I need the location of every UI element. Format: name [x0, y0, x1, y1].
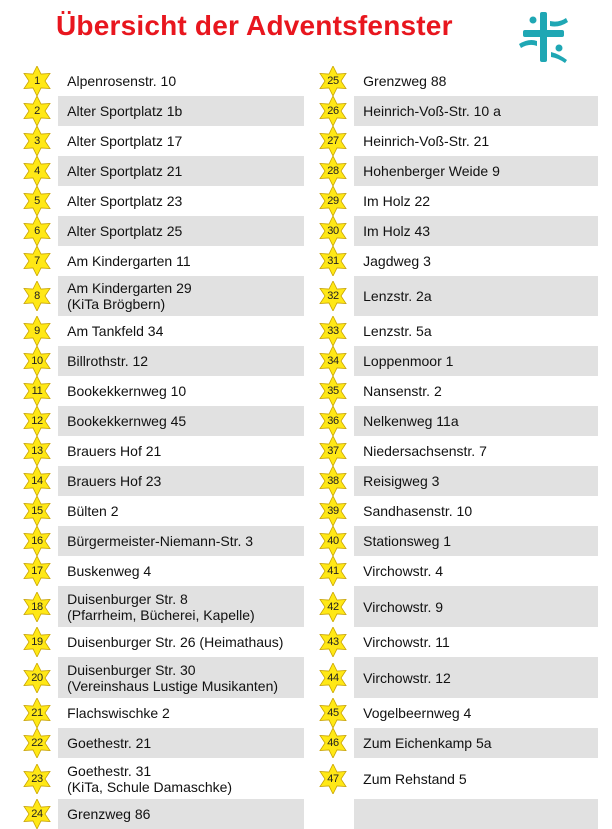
star-number-badge — [316, 592, 350, 622]
table-row — [16, 526, 598, 556]
address-text: Brauers Hof 21 — [67, 443, 162, 459]
window-number: 47 — [327, 772, 339, 785]
star-number-badge — [20, 126, 54, 156]
address-text: Bürgermeister-Niemann-Str. 3 — [67, 533, 254, 549]
star-number-badge — [20, 281, 54, 311]
address-text: Hohenberger Weide 9 — [363, 163, 500, 179]
window-number: 41 — [327, 565, 339, 577]
address-text: Heinrich-Voß-Str. 21 — [363, 133, 490, 149]
address-text: Im Holz 43 — [363, 223, 431, 239]
star-number-badge — [20, 556, 54, 586]
star-number-badge — [316, 346, 350, 376]
window-number: 39 — [327, 505, 339, 517]
star-number-badge — [316, 246, 350, 276]
window-number: 1 — [34, 75, 40, 87]
window-number: 26 — [327, 105, 339, 117]
window-number: 25 — [327, 75, 339, 87]
address-text: Alter Sportplatz 25 — [67, 223, 183, 239]
window-number: 6 — [34, 225, 40, 237]
star-number-badge — [316, 376, 350, 406]
address-text: Vogelbeernweg 4 — [363, 705, 472, 721]
address-text: Niedersachsenstr. 7 — [363, 443, 487, 459]
window-number: 36 — [327, 415, 339, 427]
address-text: Alpenrosenstr. 10 — [67, 73, 177, 89]
address-text: Stationsweg 1 — [363, 533, 452, 549]
star-number-badge — [20, 316, 54, 346]
star-number-badge — [20, 496, 54, 526]
table-row — [16, 186, 598, 216]
star-number-badge — [20, 698, 54, 728]
window-number: 18 — [31, 600, 43, 613]
address-text: Am Kindergarten 11 — [67, 253, 191, 269]
table-row — [16, 586, 598, 627]
table-row — [16, 406, 598, 436]
star-number-badge — [316, 156, 350, 186]
star-number-badge — [20, 663, 54, 693]
address-note: (Vereinshaus Lustige Musikanten) — [67, 677, 279, 694]
window-number: 3 — [34, 135, 40, 147]
table-row — [16, 657, 598, 698]
address-text: Grenzweg 86 — [67, 806, 151, 822]
star-number-badge — [316, 316, 350, 346]
star-number-badge — [20, 346, 54, 376]
address-text: Alter Sportplatz 17 — [67, 133, 183, 149]
window-number: 34 — [327, 355, 339, 367]
window-number: 20 — [31, 671, 43, 684]
address-text: Duisenburger Str. 8 — [67, 590, 188, 607]
star-number-badge — [316, 66, 350, 96]
window-number: 35 — [327, 385, 339, 397]
table-row — [16, 496, 598, 526]
window-number: 38 — [327, 475, 339, 487]
window-number: 40 — [327, 535, 339, 547]
star-number-badge — [20, 436, 54, 466]
window-number: 21 — [31, 707, 43, 719]
address-text: Goethestr. 31 — [67, 762, 152, 779]
address-text: Am Kindergarten 29 — [67, 280, 192, 296]
star-number-badge — [20, 66, 54, 96]
star-number-badge — [20, 246, 54, 276]
star-number-badge — [316, 436, 350, 466]
window-number: 27 — [327, 135, 339, 147]
table-row — [16, 276, 598, 316]
address-text: Billrothstr. 12 — [67, 353, 149, 369]
star-number-badge — [316, 556, 350, 586]
window-number: 10 — [31, 355, 43, 367]
address-text: Zum Eichenkamp 5a — [363, 735, 492, 751]
address-text: Buskenweg 4 — [67, 563, 152, 579]
window-number: 7 — [34, 255, 40, 267]
star-number-badge — [316, 126, 350, 156]
address-text: Alter Sportplatz 23 — [67, 193, 183, 209]
star-number-badge — [20, 216, 54, 246]
window-number: 8 — [34, 290, 40, 302]
window-number: 2 — [34, 105, 40, 117]
window-number: 37 — [327, 445, 339, 457]
window-number: 9 — [34, 325, 40, 337]
table-row — [16, 96, 598, 126]
address-text: Brauers Hof 23 — [67, 473, 162, 489]
address-text: Alter Sportplatz 1b — [67, 103, 183, 119]
address-text: Duisenburger Str. 30 — [67, 661, 196, 678]
star-number-badge — [316, 281, 350, 311]
table-row — [16, 156, 598, 186]
star-number-badge — [20, 592, 54, 622]
window-number: 17 — [31, 565, 43, 577]
star-number-badge — [316, 627, 350, 657]
window-number: 4 — [34, 165, 40, 177]
address-text: Bookekkernweg 45 — [67, 413, 187, 429]
address-text: Alter Sportplatz 21 — [67, 163, 183, 179]
star-number-badge — [20, 406, 54, 436]
table-row — [16, 246, 598, 276]
address-text: Bookekkernweg 10 — [67, 383, 187, 399]
star-number-badge — [20, 466, 54, 496]
address-note: (KiTa Brögbern) — [67, 296, 166, 312]
address-text: Goethestr. 21 — [67, 735, 152, 751]
table-row — [16, 216, 598, 246]
advent-window-table — [16, 66, 598, 829]
star-number-badge — [20, 376, 54, 406]
address-note: (Pfarrheim, Bücherei, Kapelle) — [67, 606, 255, 623]
address-text: Heinrich-Voß-Str. 10 a — [363, 103, 501, 119]
table-row — [16, 316, 598, 346]
star-number-badge — [316, 663, 350, 693]
window-number: 29 — [327, 195, 339, 207]
window-number: 15 — [31, 505, 43, 517]
page-title: Übersicht der Adventsfenster — [56, 10, 453, 41]
star-number-badge — [316, 216, 350, 246]
star-number-badge — [20, 156, 54, 186]
address-text: Reisigweg 3 — [363, 473, 440, 489]
window-number: 22 — [31, 737, 43, 749]
star-number-badge — [316, 466, 350, 496]
window-number: 12 — [31, 415, 43, 427]
address-text: Nansenstr. 2 — [363, 383, 442, 399]
cross-with-figures-icon — [515, 8, 573, 66]
table-row — [16, 436, 598, 466]
star-number-badge — [20, 764, 54, 794]
address-text: Grenzweg 88 — [363, 73, 447, 89]
table-row — [16, 66, 598, 96]
address-text: Virchowstr. 9 — [363, 598, 444, 615]
table-row — [16, 376, 598, 406]
window-number: 14 — [31, 475, 43, 487]
star-number-badge — [316, 496, 350, 526]
star-number-badge — [20, 526, 54, 556]
address-text: Sandhasenstr. 10 — [363, 503, 473, 519]
star-number-badge — [20, 799, 54, 829]
table-row — [16, 627, 598, 657]
star-number-badge — [20, 728, 54, 758]
window-number: 32 — [327, 290, 339, 302]
address-text: Jagdweg 3 — [363, 253, 431, 269]
table-row — [16, 466, 598, 496]
star-number-badge — [20, 186, 54, 216]
address-text: Virchowstr. 4 — [363, 563, 444, 579]
window-number: 45 — [327, 707, 339, 719]
star-number-badge — [316, 186, 350, 216]
address-text: Virchowstr. 11 — [363, 634, 450, 650]
window-number: 46 — [327, 737, 339, 749]
address-text: Zum Rehstand 5 — [363, 770, 467, 787]
address-text: Duisenburger Str. 26 (Heimathaus) — [67, 634, 284, 650]
window-number: 24 — [31, 808, 43, 820]
table-row — [16, 758, 598, 799]
window-number: 43 — [327, 636, 339, 648]
star-number-badge — [20, 627, 54, 657]
star-number-badge — [316, 406, 350, 436]
star-number-badge — [316, 698, 350, 728]
address-text: Loppenmoor 1 — [363, 353, 454, 369]
star-number-badge — [316, 728, 350, 758]
star-number-badge — [316, 96, 350, 126]
table-row — [16, 556, 598, 586]
window-number: 28 — [327, 165, 339, 177]
address-text: Lenzstr. 2a — [363, 288, 432, 304]
window-number: 13 — [31, 445, 43, 457]
table-row — [16, 126, 598, 156]
address-text: Virchowstr. 12 — [363, 669, 451, 686]
address-text: Nelkenweg 11a — [363, 413, 459, 429]
window-number: 44 — [327, 671, 339, 684]
address-text: Bülten 2 — [67, 503, 119, 519]
window-number: 42 — [327, 600, 339, 613]
window-number: 19 — [31, 636, 43, 648]
table-row — [16, 346, 598, 376]
table-row — [16, 799, 598, 829]
star-number-badge — [316, 764, 350, 794]
window-number: 31 — [327, 255, 339, 267]
table-row — [16, 698, 598, 728]
window-number: 33 — [327, 325, 339, 337]
window-number: 16 — [31, 535, 43, 547]
window-number: 5 — [34, 195, 40, 207]
star-number-badge — [316, 526, 350, 556]
window-number: 11 — [31, 385, 43, 397]
address-text: Lenzstr. 5a — [363, 323, 432, 339]
address-text: Im Holz 22 — [363, 193, 431, 209]
window-number: 23 — [31, 772, 43, 785]
address-note: (KiTa, Schule Damaschke) — [67, 778, 233, 795]
address-text: Am Tankfeld 34 — [67, 323, 164, 339]
window-number: 30 — [327, 225, 339, 237]
table-row — [16, 728, 598, 758]
star-number-badge — [20, 96, 54, 126]
address-text: Flachswischke 2 — [67, 705, 170, 721]
